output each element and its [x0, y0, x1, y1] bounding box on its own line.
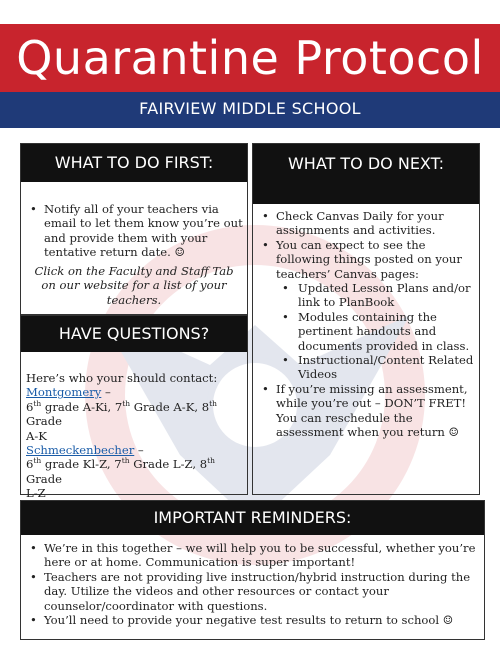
- contact-grades-2b: L-Z: [26, 486, 46, 501]
- next-heading: WHAT TO DO NEXT:: [253, 144, 479, 204]
- faculty-note: Click on the Faculty and Staff Tab on our website for a list of your teachers.: [34, 264, 234, 307]
- contact-link-schmeckenbecher[interactable]: Schmeckenbecher: [26, 443, 135, 458]
- list-item: • You can expect to see the following things posted on your teachers’ Canvas pages:: [258, 238, 478, 281]
- first-list: [26, 202, 244, 260]
- list-item: • Notify all of your teachers via email to let them know you’re out and provide them with your tentative return date. ☺: [26, 202, 244, 260]
- sub-list-item: • Modules containing the pertinent handouts and documents provided in class.: [258, 310, 478, 353]
- reminders-heading: IMPORTANT REMINDERS:: [21, 501, 484, 535]
- sub-list-item: • Updated Lesson Plans and/or link to PlanBook: [258, 281, 478, 310]
- school-name: FAIRVIEW MIDDLE SCHOOL: [139, 99, 361, 118]
- contact-sep: –: [101, 385, 111, 400]
- questions-heading: HAVE QUESTIONS?: [21, 316, 247, 352]
- list-item: • Check Canvas Daily for your assignments and activities.: [258, 209, 478, 238]
- contacts-intro: Here’s who your should contact:: [26, 371, 218, 385]
- contact-grades-2: 6th grade Kl-Z, 7th Grade L-Z, 8th Grade: [26, 456, 216, 486]
- next-list: [258, 209, 478, 440]
- page-title: Quarantine Protocol: [16, 31, 484, 85]
- contacts: [26, 371, 248, 515]
- reminders-list: [26, 541, 482, 627]
- contact-sep: –: [134, 443, 144, 458]
- list-item: • Teachers are not providing live instruction/hybrid instruction during the day. Utilize the videos and other resources or contact your counselor/coordinator with questions.: [26, 570, 482, 613]
- list-item: • You’ll need to provide your negative test results to return to school ☺: [26, 613, 482, 627]
- contact-grades-1b: A-K: [26, 428, 47, 443]
- contact-grades-1: 6th grade A-Ki, 7th Grade A-K, 8th Grade: [26, 398, 218, 429]
- list-item: • We’re in this together – we will help you to be successful, whether you’re here or at home. Communication is super important!: [26, 541, 482, 570]
- contact-link-montgomery[interactable]: Montgomery: [26, 385, 102, 400]
- first-heading: WHAT TO DO FIRST:: [21, 144, 247, 182]
- sub-list-item: • Instructional/Content Related Videos: [258, 353, 478, 382]
- list-item: • If you’re missing an assessment, while you’re out – DON’T FRET! You can reschedule the assessment when you return ☺: [258, 382, 478, 440]
